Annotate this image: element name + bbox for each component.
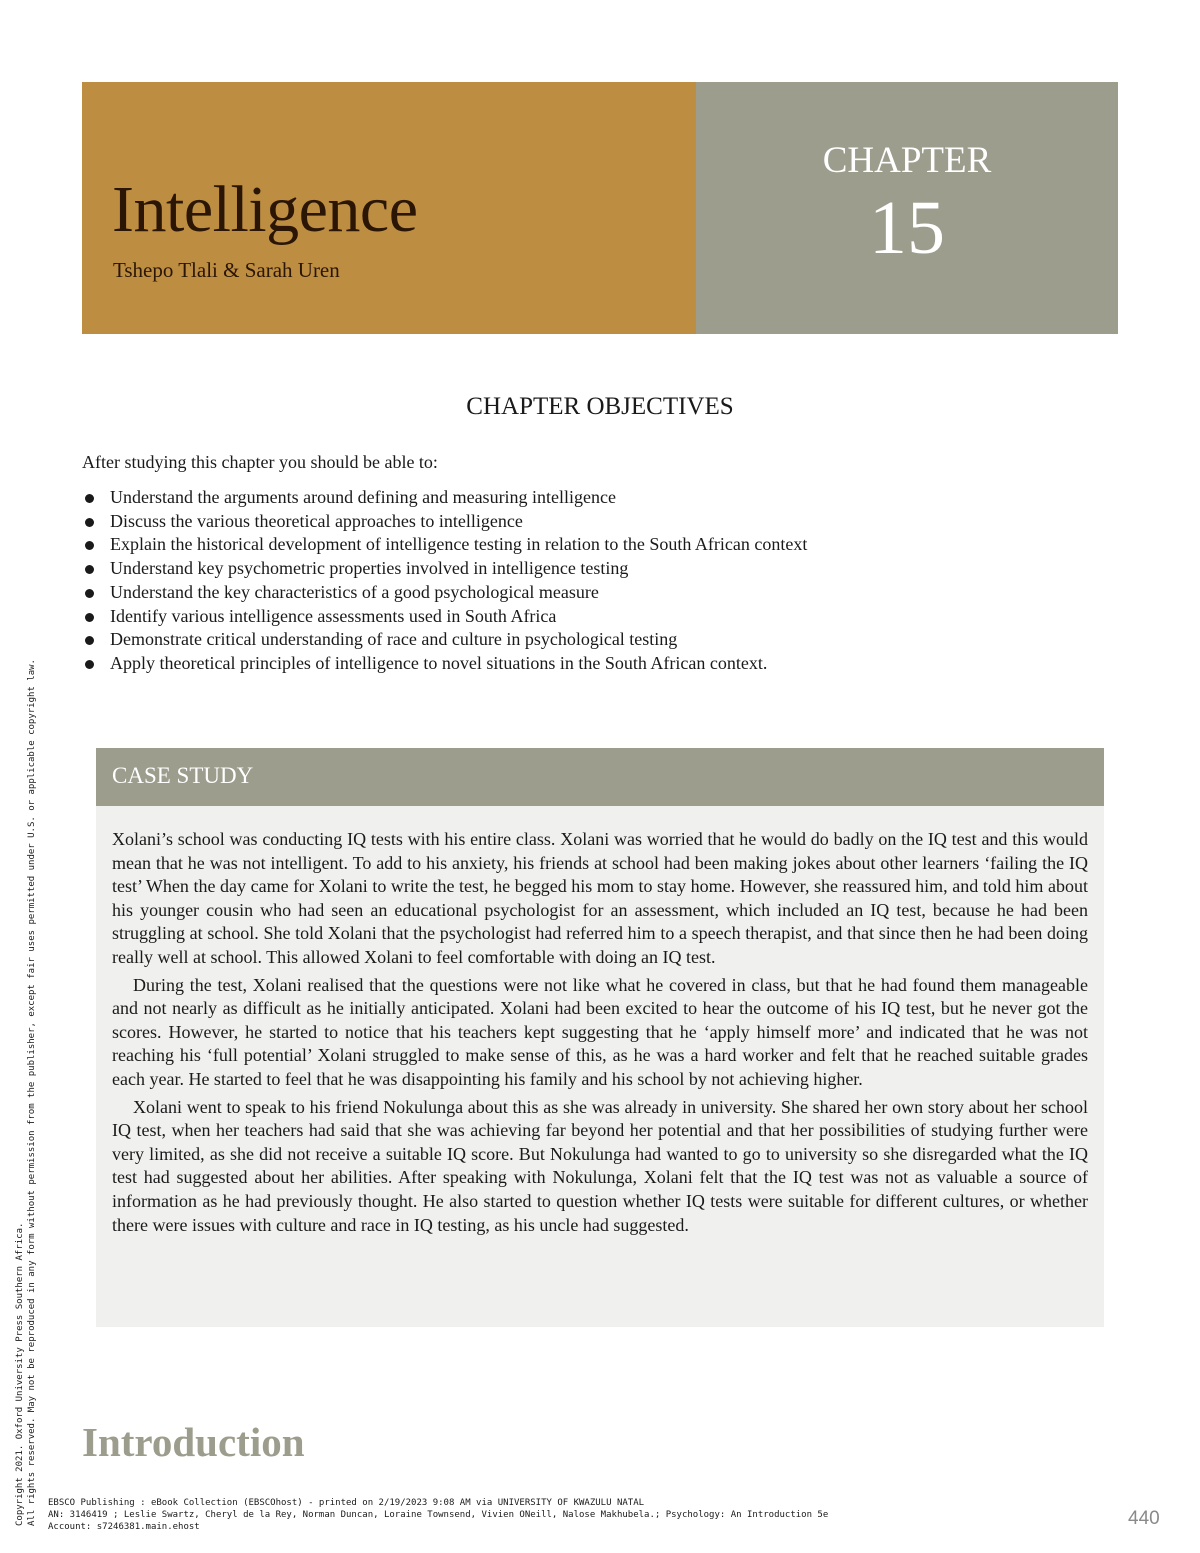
objective-text: Apply theoretical principles of intelligence to novel situations in the South African context. — [110, 652, 768, 673]
banner-chapter-panel — [696, 82, 1118, 334]
chapter-title: Intelligence — [112, 173, 418, 246]
objectives-heading: CHAPTER OBJECTIVES — [466, 393, 734, 420]
objective-item — [82, 510, 807, 534]
bullet-icon — [85, 613, 94, 622]
objective-text: Understand the key characteristics of a good psychological measure — [110, 581, 599, 602]
bullet-icon — [85, 660, 94, 669]
objective-item — [82, 628, 807, 652]
banner-title-panel — [82, 82, 696, 334]
bullet-icon — [85, 565, 94, 574]
case-study-body — [112, 828, 1088, 1241]
bullet-icon — [85, 518, 94, 527]
section-heading-introduction: Introduction — [82, 1419, 305, 1465]
objective-text: Understand the arguments around defining and measuring intelligence — [110, 487, 617, 507]
page-number: 440 — [1128, 1508, 1160, 1529]
case-study-box — [96, 748, 1104, 1327]
side-copyright-notice — [14, 396, 38, 1526]
case-study-header — [96, 748, 1104, 806]
objective-item — [82, 652, 807, 676]
objective-item — [82, 605, 807, 629]
objective-item — [82, 486, 807, 510]
case-study-paragraph: Xolani’s school was conducting IQ tests with his entire class. Xolani was worried that he would do badly on the IQ test and this would mean that he was not intelligent. To add to his anxiety, his friends at school had been making jokes about other learners ‘failing the IQ test’ When the day came for Xolani to write the test, he begged his mom to stay home. However, she reassured him, and told him about his younger cousin who had seen an educational psychologist for an assessment, which included an IQ test, because he had been struggling at school. She told Xolani that the psychologist had referred him to a speech therapist, and that since then he had been doing really well at school. This allowed Xolani to feel comfortable with doing an IQ test. — [112, 829, 1088, 967]
chapter-banner — [82, 82, 1118, 334]
footer-line: Account: s7246381.main.ehost — [48, 1522, 200, 1532]
copyright-line: All rights reserved. May not be reproduced in any form without permission from the publisher, except fair uses permitted under U.S. or applicable copyright law. — [27, 659, 37, 1526]
chapter-authors: Tshepo Tlali & Sarah Uren — [113, 258, 340, 282]
objective-item — [82, 581, 807, 605]
ebsco-footer — [48, 1497, 1088, 1533]
bullet-icon — [85, 589, 94, 598]
bullet-icon — [85, 636, 94, 645]
chapter-number: 15 — [869, 186, 945, 270]
objectives-intro: After studying this chapter you should be able to: — [82, 452, 438, 472]
case-study-paragraph: During the test, Xolani realised that the questions were not like what he covered in class, but that he had found them manageable and not nearly as difficult as he initially anticipated. Xolani had been excited to hear the outcome of his IQ test, but he never got the scores. However, he started to notice that his teachers kept suggesting that he ‘apply himself more’ and indicated that he was not reaching his ‘full potential’ Xolani struggled to make sense of this, as he was a hard worker and felt that he reached suitable grades each year. He started to feel that he was disappointing his family and his school by not achieving higher. — [112, 974, 1088, 1089]
footer-line: AN: 3146419 ; Leslie Swartz, Cheryl de la Rey, Norman Duncan, Loraine Townsend, Vivien ONeill, Nalose Makhubela.; Psychology: An Introduction 5e — [48, 1510, 829, 1520]
objective-text: Explain the historical development of intelligence testing in relation to the South African context — [110, 534, 808, 555]
copyright-line: Copyright 2021. Oxford University Press Southern Africa. — [15, 1222, 25, 1526]
objective-item — [82, 557, 807, 581]
objective-text: Identify various intelligence assessments used in South Africa — [110, 605, 557, 626]
objective-text: Demonstrate critical understanding of race and culture in psychological testing — [110, 629, 678, 650]
objectives-list — [82, 486, 807, 676]
case-study-title: CASE STUDY — [112, 763, 254, 788]
objective-text: Understand key psychometric properties involved in intelligence testing — [110, 558, 629, 579]
objective-item — [82, 533, 807, 557]
case-study-paragraph: Xolani went to speak to his friend Nokulunga about this as she was already in university. She shared her own story about her school IQ test, when her teachers had said that she was achieving far beyond her potential and that her possibilities of studying further were very limited, as she did not receive a suitable IQ score. But Nokulunga had wanted to go to university so she disregarded what the IQ test had suggested about her abilities. After speaking with Nokulunga, Xolani felt that the IQ test was not as valuable a source of information as he had previously thought. He also started to question whether IQ tests were suitable for different cultures, or whether there were issues with culture and race in IQ testing, as his uncle had suggested. — [112, 1096, 1088, 1235]
objective-text: Discuss the various theoretical approaches to intelligence — [110, 510, 523, 531]
footer-line: EBSCO Publishing : eBook Collection (EBSCOhost) - printed on 2/19/2023 9:08 AM via UNIVERSITY OF KWAZULU NATAL — [48, 1498, 645, 1508]
bullet-icon — [85, 541, 94, 550]
chapter-label: CHAPTER — [822, 140, 992, 181]
bullet-icon — [85, 494, 94, 503]
